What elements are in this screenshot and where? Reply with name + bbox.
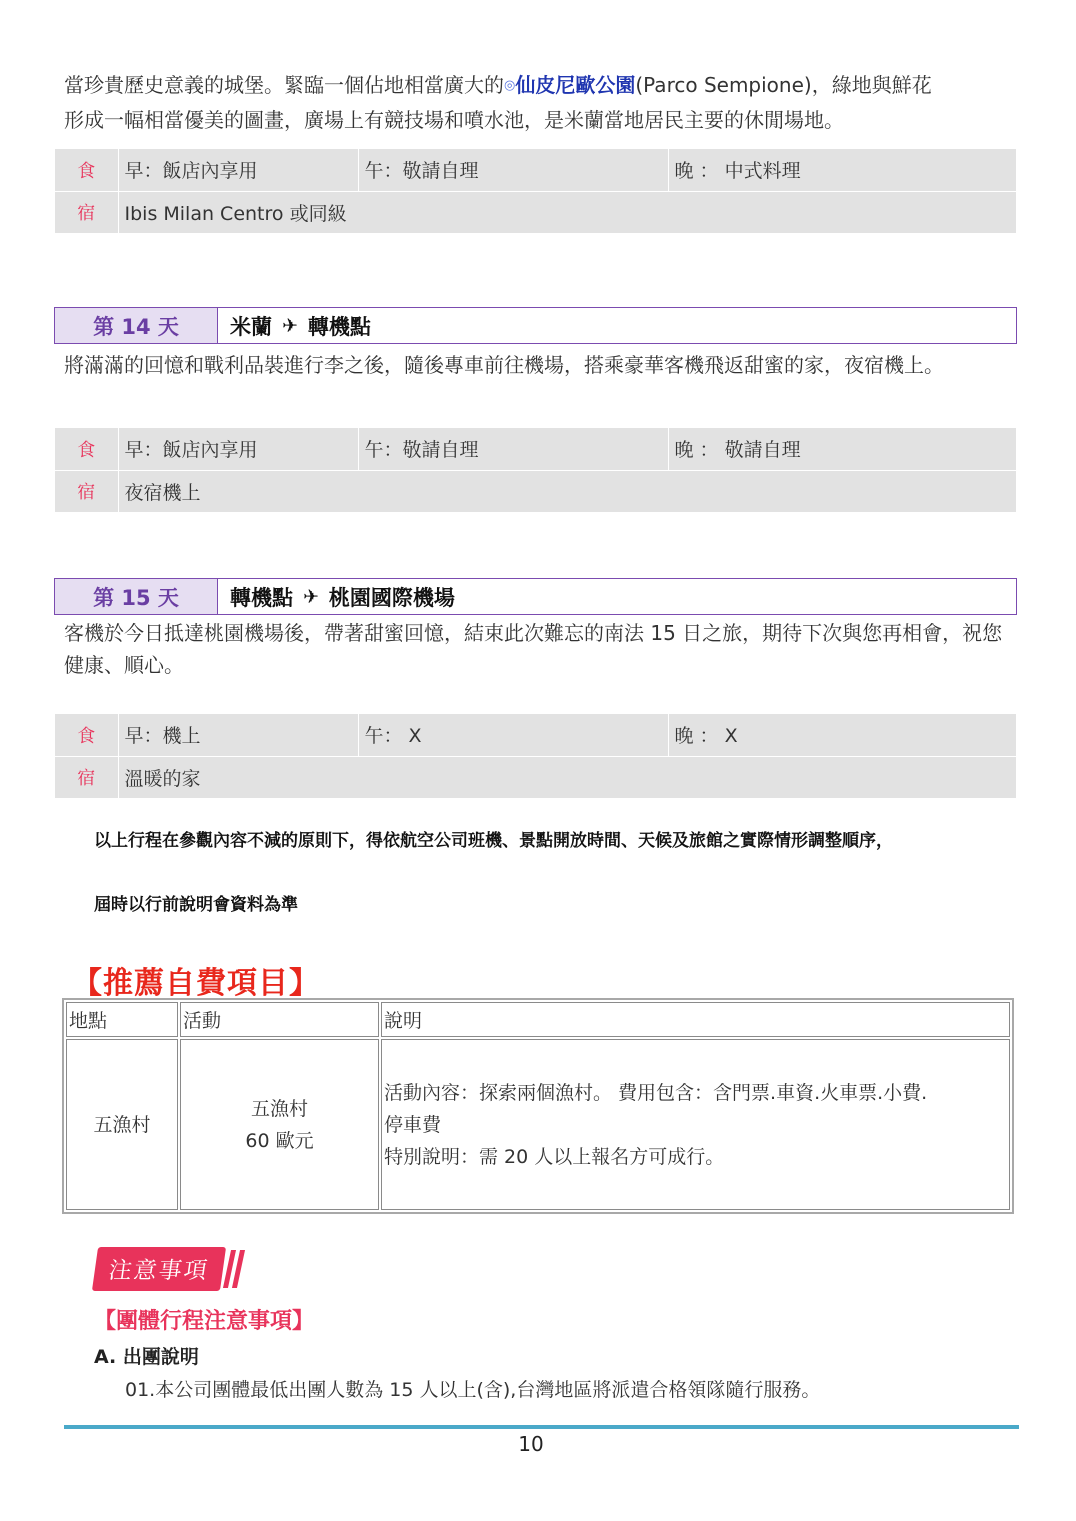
day15-header [54, 578, 1017, 615]
stay-cell: Ibis Milan Centro 或同級 [118, 191, 1017, 233]
activity-cell [180, 1039, 379, 1210]
section-a-heading: A. 出團說明 [94, 1346, 199, 1368]
breakfast-cell: 早：飯店內享用 [118, 428, 358, 470]
breakfast-cell: 早：機上 [118, 714, 358, 756]
meals-row [55, 428, 1017, 470]
link-icon: ◎ [504, 78, 516, 93]
lunch-cell: 午：敬請自理 [358, 428, 668, 470]
lunch-cell: 午： X [358, 714, 668, 756]
airplane-icon: ✈ [282, 314, 298, 337]
day14-header [54, 307, 1017, 344]
day14-description: 將滿滿的回憶和戰利品裝進行李之後，隨後專車前往機場，搭乘豪華客機飛返甜蜜的家，夜宿機上。 [64, 353, 944, 377]
day15-route [218, 579, 1016, 614]
parco-sempione-link[interactable]: 仙皮尼歐公園 [515, 73, 636, 97]
food-label: 食 [55, 149, 118, 191]
food-label: 食 [55, 714, 118, 756]
stay-row [55, 191, 1017, 233]
place-cell: 五漁村 [66, 1039, 178, 1210]
intro-line-2: 形成一幅相當優美的圖畫，廣場上有競技場和噴水池，是米蘭當地居民主要的休閒場地。 [64, 108, 844, 132]
table-row [66, 1039, 1010, 1210]
day14-to: 轉機點 [307, 314, 371, 339]
description-line1: 活動內容：探索兩個漁村。 費用包含：含門票.車資.火車票.小費. [384, 1081, 928, 1104]
intro-text-after-link: (Parco Sempione)，綠地與鮮花 [635, 73, 932, 97]
dinner-cell: 晚 ： X [668, 714, 1017, 756]
group-notice-title: 【團體行程注意事項】 [94, 1309, 315, 1334]
breakfast-cell: 早：飯店內享用 [118, 149, 358, 191]
stay-cell: 溫暖的家 [118, 756, 1017, 798]
description-cell [381, 1039, 1010, 1210]
intro-paragraph [64, 68, 1024, 138]
activity-name: 五漁村 [250, 1097, 308, 1120]
day14-label: 第 14 天 [55, 308, 218, 343]
meals-row [55, 714, 1017, 756]
header-activity: 活動 [180, 1002, 379, 1037]
day15-label: 第 15 天 [55, 579, 218, 614]
header-description: 說明 [381, 1002, 1010, 1037]
optional-activities-table [62, 998, 1014, 1214]
day14-route [218, 308, 1016, 343]
day14-from: 米蘭 [230, 314, 272, 339]
stay-row [55, 470, 1017, 512]
lunch-cell: 午：敬請自理 [358, 149, 668, 191]
day15-to: 桃園國際機場 [328, 585, 455, 610]
meals-row [55, 149, 1017, 191]
stay-label: 宿 [55, 756, 118, 798]
meals-table-day14 [55, 428, 1017, 513]
food-label: 食 [55, 428, 118, 470]
notice-item-01: 01.本公司團體最低出團人數為 15 人以上(含),台灣地區將派遣合格領隊隨行服務。 [125, 1379, 821, 1401]
header-place: 地點 [66, 1002, 178, 1037]
stay-label: 宿 [55, 470, 118, 512]
day15-description: 客機於今日抵達桃園機場後，帶著甜蜜回憶，結束此次難忘的南法 15 日之旅，期待下次與您再相會，祝您健康、順心。 [64, 621, 1003, 677]
itinerary-note-line1: 以上行程在參觀內容不減的原則下，得依航空公司班機、景點開放時間、天候及旅館之實際情形調整順序， [94, 831, 893, 851]
airplane-icon: ✈ [303, 585, 319, 608]
dinner-cell: 晚 ： 中式料理 [668, 149, 1017, 191]
notice-badge-label: 注意事項 [92, 1247, 226, 1291]
table-header-row [66, 1002, 1010, 1037]
itinerary-note-line2: 屆時以行前說明會資料為準 [94, 895, 298, 915]
stay-row [55, 756, 1017, 798]
description-line2: 停車費 [384, 1113, 442, 1136]
activity-price: 60 歐元 [245, 1129, 314, 1152]
notice-badge [95, 1247, 241, 1291]
meals-table-day13 [55, 149, 1017, 234]
meals-table-day15 [55, 714, 1017, 799]
footer-divider [64, 1425, 1019, 1429]
dinner-cell: 晚 ： 敬請自理 [668, 428, 1017, 470]
description-line3: 特別說明：需 20 人以上報名方可成行。 [384, 1145, 725, 1168]
stay-cell: 夜宿機上 [118, 470, 1017, 512]
day15-from: 轉機點 [230, 585, 293, 610]
page-number: 10 [518, 1432, 544, 1456]
intro-text-before-link: 當珍貴歷史意義的城堡。緊臨一個佔地相當廣大的 [64, 73, 504, 97]
stay-label: 宿 [55, 191, 118, 233]
optional-activities-title: 【推薦自費項目】 [72, 966, 320, 1001]
